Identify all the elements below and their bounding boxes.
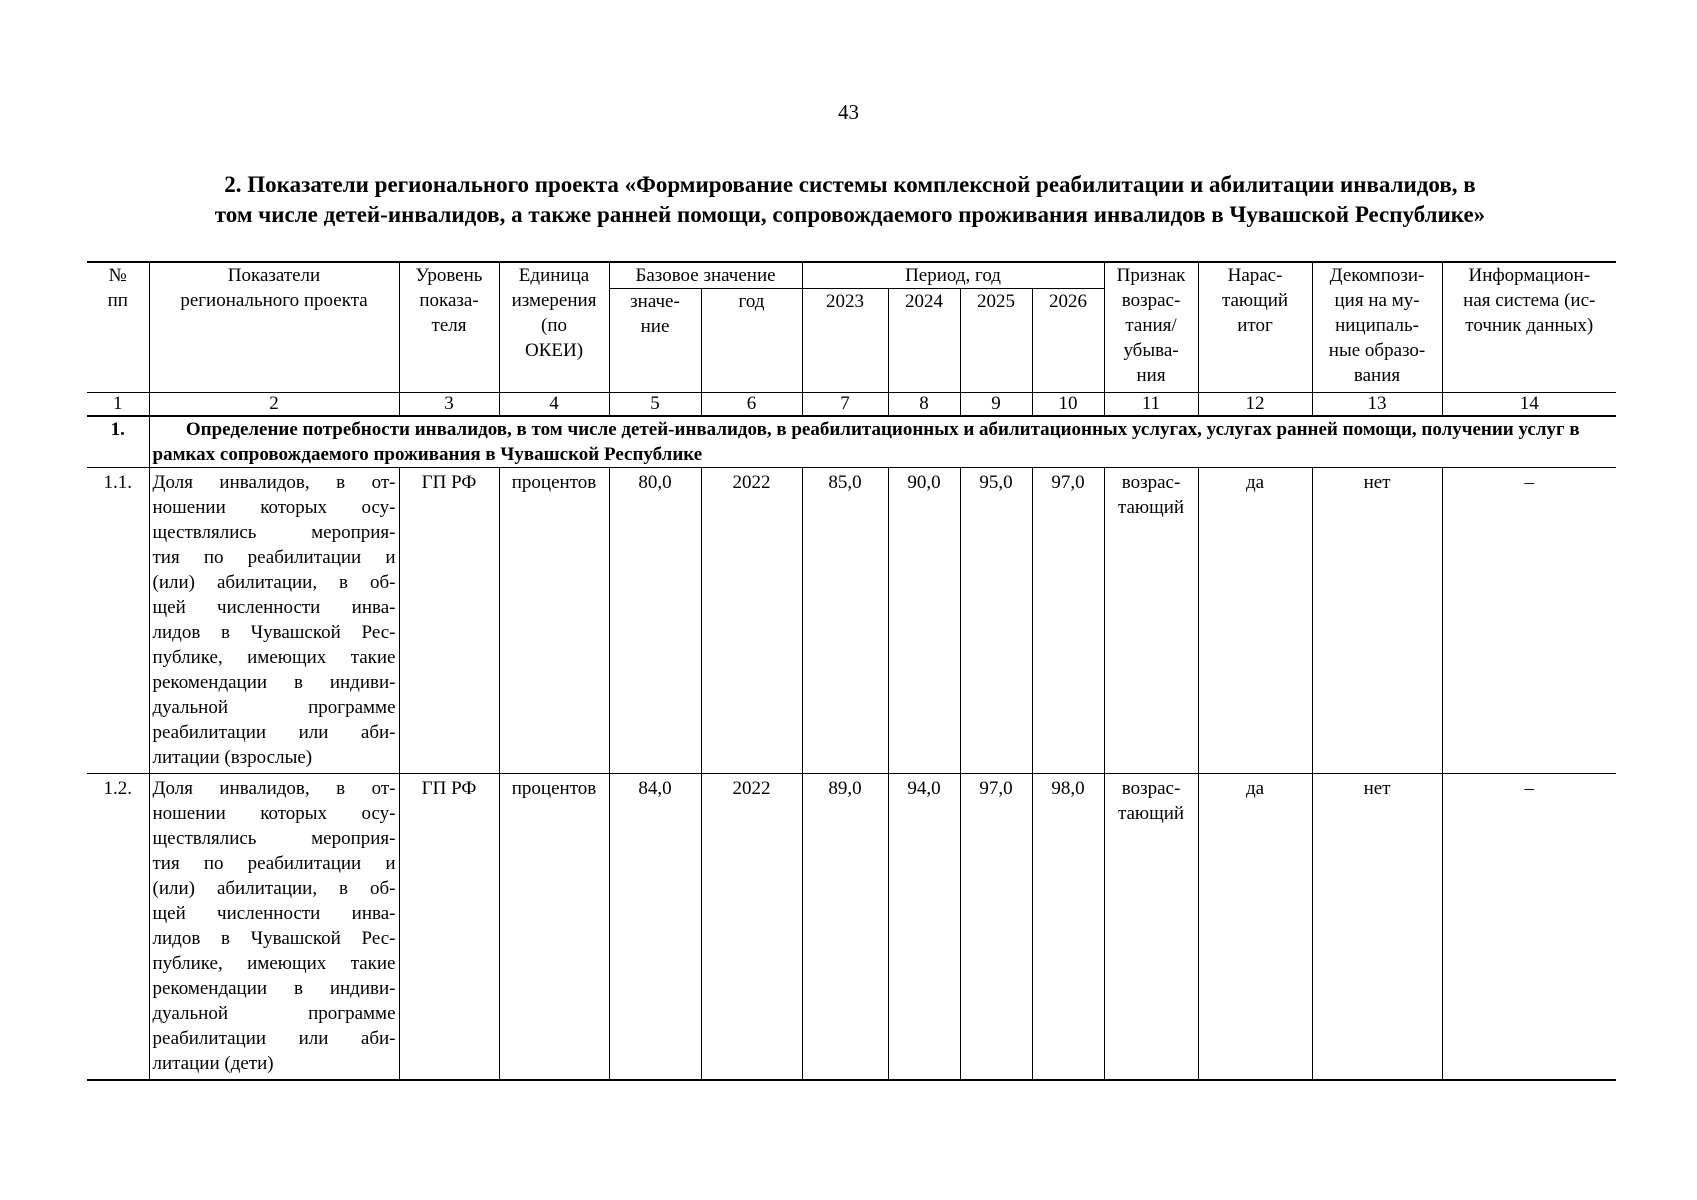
table-header-row-1 — [87, 262, 1616, 289]
value-2024: 94,0 — [888, 774, 960, 1080]
table-row — [87, 774, 1616, 1080]
header-level: Уровень показа- теля — [399, 262, 499, 393]
base-year: 2022 — [701, 468, 802, 774]
value-2026: 97,0 — [1032, 468, 1104, 774]
row-number: 1.1. — [87, 468, 149, 774]
cumulative: да — [1198, 774, 1312, 1080]
cumulative: да — [1198, 468, 1312, 774]
row-number: 1.2. — [87, 774, 149, 1080]
column-number: 2 — [149, 393, 399, 417]
info-system: – — [1442, 468, 1616, 774]
column-number: 3 — [399, 393, 499, 417]
column-number: 11 — [1104, 393, 1198, 417]
value-2023: 85,0 — [802, 468, 888, 774]
column-number: 5 — [609, 393, 701, 417]
value-2025: 97,0 — [960, 774, 1032, 1080]
indicator-unit: процентов — [499, 774, 609, 1080]
header-cumulative: Нарас- тающий итог — [1198, 262, 1312, 393]
document-title-line-1: 2. Показатели регионального проекта «Формирование системы комплексной реабилитации и абилитации инвалидов, в — [224, 172, 1476, 197]
indicators-table — [87, 261, 1616, 1081]
section-row — [87, 416, 1616, 468]
value-2023: 89,0 — [802, 774, 888, 1080]
column-number: 14 — [1442, 393, 1616, 417]
base-value: 80,0 — [609, 468, 701, 774]
table-row — [87, 468, 1616, 774]
header-base-value: значе- ние — [609, 289, 701, 393]
trend: возрас- тающий — [1104, 468, 1198, 774]
column-number: 1 — [87, 393, 149, 417]
decomposition: нет — [1312, 774, 1442, 1080]
column-numbers-row — [87, 393, 1616, 417]
column-number: 10 — [1032, 393, 1104, 417]
header-info-system: Информацион- ная система (ис- точник данных) — [1442, 262, 1616, 393]
indicator-level: ГП РФ — [399, 774, 499, 1080]
value-2026: 98,0 — [1032, 774, 1104, 1080]
column-number: 12 — [1198, 393, 1312, 417]
section-title: Определение потребности инвалидов, в том числе детей-инвалидов, в реабилитационных и абилитационных услугах, услугах ранней помощи, получении услуг в рамках сопровождаемого проживания в Чувашской Республике — [149, 416, 1616, 468]
document-title-line-2: том числе детей-инвалидов, а также ранней помощи, сопровождаемого проживания инвалидов в Чувашской Республике» — [214, 202, 1486, 227]
column-number: 8 — [888, 393, 960, 417]
indicator-name: Доля инвалидов, в от- ношении которых осу- ществлялись мероприя- тия по реабилитации и (или) абилитации, в об- щей численности инва- лидов в Чувашской Рес- публике, имеющих такие рекомендации в индиви- дуальной программе реабилитации или аби- литации (дети) — [149, 774, 399, 1080]
header-unit: Единица измерения (по ОКЕИ) — [499, 262, 609, 393]
value-2024: 90,0 — [888, 468, 960, 774]
header-decomposition: Декомпози- ция на му- ниципаль- ные образо- вания — [1312, 262, 1442, 393]
trend: возрас- тающий — [1104, 774, 1198, 1080]
header-year-2026: 2026 — [1032, 289, 1104, 393]
info-system: – — [1442, 774, 1616, 1080]
column-number: 13 — [1312, 393, 1442, 417]
header-num: № пп — [87, 262, 149, 393]
indicator-unit: процентов — [499, 468, 609, 774]
header-year-2023: 2023 — [802, 289, 888, 393]
column-number: 6 — [701, 393, 802, 417]
base-year: 2022 — [701, 774, 802, 1080]
header-year-2025: 2025 — [960, 289, 1032, 393]
header-trend: Признак возрас- тания/ убыва- ния — [1104, 262, 1198, 393]
header-year-2024: 2024 — [888, 289, 960, 393]
header-base: Базовое значение — [609, 262, 802, 289]
value-2025: 95,0 — [960, 468, 1032, 774]
section-number: 1. — [87, 416, 149, 468]
column-number: 4 — [499, 393, 609, 417]
column-number: 7 — [802, 393, 888, 417]
document-title — [90, 170, 1610, 230]
header-indicator: Показатели регионального проекта — [149, 262, 399, 393]
page-number: 43 — [838, 100, 859, 124]
indicator-level: ГП РФ — [399, 468, 499, 774]
column-number: 9 — [960, 393, 1032, 417]
header-period: Период, год — [802, 262, 1104, 289]
header-base-year: год — [701, 289, 802, 393]
base-value: 84,0 — [609, 774, 701, 1080]
indicator-name: Доля инвалидов, в от- ношении которых осу- ществлялись мероприя- тия по реабилитации и (или) абилитации, в об- щей численности инва- лидов в Чувашской Рес- публике, имеющих такие рекомендации в индиви- дуальной программе реабилитации или аби- литации (взрослые) — [149, 468, 399, 774]
decomposition: нет — [1312, 468, 1442, 774]
